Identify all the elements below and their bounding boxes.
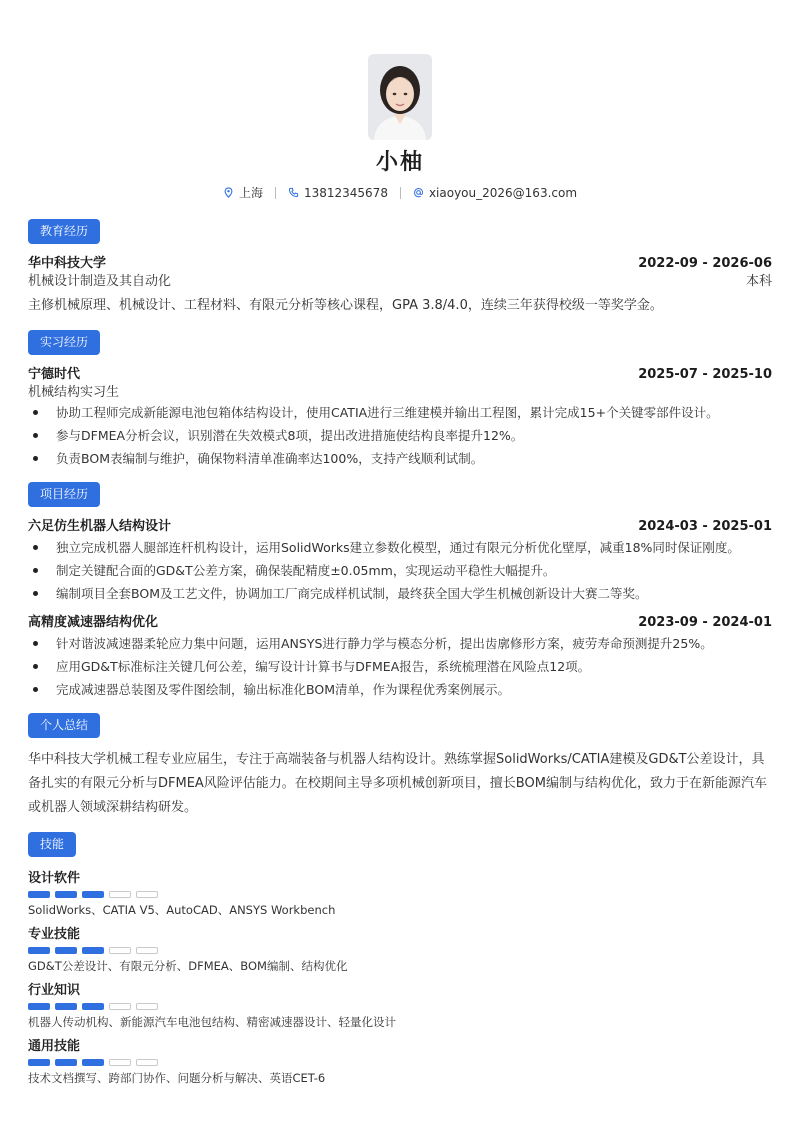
summary-section bbox=[28, 713, 772, 820]
section-title-projects: 项目经历 bbox=[28, 482, 100, 507]
skill-level-filled bbox=[82, 1059, 104, 1066]
skill-level-filled bbox=[28, 1059, 50, 1066]
project-entry bbox=[28, 613, 772, 701]
summary-text: 华中科技大学机械工程专业应届生，专注于高端装备与机器人结构设计。熟练掌握SolidWorks/CATIA建模及GD&T公差设计，具备扎实的有限元分析与DFMEA风险评估能力。在校期间主导多项机械创新项目，擅长BOM编制与结构优化，致力于在新能源汽车或机器人领域深耕结构研发。 bbox=[28, 752, 767, 815]
project-period: 2023-09 - 2024-01 bbox=[638, 615, 772, 630]
list-item: 完成减速器总装图及零件图绘制，输出标准化BOM清单，作为课程优秀案例展示。 bbox=[28, 678, 772, 701]
contact-phone bbox=[288, 186, 388, 200]
skill-description: 技术文档撰写、跨部门协作、问题分析与解决、英语CET-6 bbox=[28, 1071, 326, 1085]
skill-name: 通用技能 bbox=[28, 1039, 81, 1054]
skill-item bbox=[28, 869, 772, 919]
skill-description: 机器人传动机构、新能源汽车电池包结构、精密减速器设计、轻量化设计 bbox=[28, 1015, 396, 1029]
skill-description: GD&T公差设计、有限元分析、DFMEA、BOM编制、结构优化 bbox=[28, 959, 348, 973]
skill-level-filled bbox=[28, 1003, 50, 1010]
degree: 本科 bbox=[745, 274, 772, 289]
project-entry bbox=[28, 517, 772, 605]
skill-level-bar bbox=[28, 1059, 772, 1066]
education-entry bbox=[28, 254, 772, 318]
location-pin-icon bbox=[223, 187, 234, 198]
skill-level-empty bbox=[109, 1059, 131, 1066]
avatar bbox=[368, 54, 432, 140]
phone-icon bbox=[288, 187, 299, 198]
skill-level-filled bbox=[82, 947, 104, 954]
section-title-education: 教育经历 bbox=[28, 219, 100, 244]
major: 机械设计制造及其自动化 bbox=[28, 274, 172, 289]
internship-entry bbox=[28, 365, 772, 470]
contact-location bbox=[223, 184, 263, 201]
skill-name: 专业技能 bbox=[28, 927, 81, 942]
project-bullets bbox=[28, 632, 772, 701]
skill-level-empty bbox=[136, 947, 158, 954]
list-item: 参与DFMEA分析会议，识别潜在失效模式8项，提出改进措施使结构良率提升12%。 bbox=[28, 424, 772, 447]
contact-divider bbox=[275, 187, 276, 199]
skill-item bbox=[28, 925, 772, 975]
project-bullets bbox=[28, 536, 772, 605]
skill-level-filled bbox=[82, 1003, 104, 1010]
list-item: 编制项目全套BOM及工艺文件，协调加工厂商完成样机试制，最终获全国大学生机械创新设计大赛二等奖。 bbox=[28, 582, 772, 605]
skill-level-empty bbox=[136, 1003, 158, 1010]
contact-divider bbox=[400, 187, 401, 199]
email-text: xiaoyou_2026@163.com bbox=[428, 185, 578, 200]
education-period: 2022-09 - 2026-06 bbox=[638, 256, 772, 271]
list-item: 制定关键配合面的GD&T公差方案，确保装配精度±0.05mm，实现运动平稳性大幅提升。 bbox=[28, 559, 772, 582]
section-title-summary: 个人总结 bbox=[28, 713, 100, 738]
contact-email bbox=[413, 186, 577, 200]
skill-level-filled bbox=[55, 1003, 77, 1010]
education-description: 主修机械原理、机械设计、工程材料、有限元分析等核心课程，GPA 3.8/4.0，连续三年获得校级一等奖学金。 bbox=[28, 298, 663, 313]
skill-level-filled bbox=[55, 947, 77, 954]
skill-description: SolidWorks、CATIA V5、AutoCAD、ANSYS Workbench bbox=[28, 903, 336, 917]
skills-list bbox=[28, 869, 772, 1087]
skill-level-filled bbox=[55, 1059, 77, 1066]
skill-level-empty bbox=[109, 947, 131, 954]
skill-level-bar bbox=[28, 947, 772, 954]
skills-section bbox=[28, 832, 772, 1087]
internship-role: 机械结构实习生 bbox=[28, 385, 120, 400]
list-item: 协助工程师完成新能源电池包箱体结构设计，使用CATIA进行三维建模并输出工程图，累计完成15+个关键零部件设计。 bbox=[28, 401, 772, 424]
skill-level-empty bbox=[109, 891, 131, 898]
section-title-internship: 实习经历 bbox=[28, 330, 100, 355]
email-at-icon bbox=[413, 187, 424, 198]
candidate-name: 小柚 bbox=[375, 150, 424, 175]
skill-level-empty bbox=[136, 1059, 158, 1066]
skill-level-filled bbox=[28, 947, 50, 954]
skill-level-bar bbox=[28, 891, 772, 898]
skill-level-empty bbox=[109, 1003, 131, 1010]
avatar-photo-icon bbox=[368, 54, 432, 140]
location-text: 上海 bbox=[238, 186, 263, 200]
resume-header bbox=[0, 54, 800, 201]
company-name: 宁德时代 bbox=[28, 367, 81, 382]
skill-level-filled bbox=[82, 891, 104, 898]
skill-level-empty bbox=[136, 891, 158, 898]
contact-info bbox=[0, 184, 800, 201]
skill-level-filled bbox=[28, 891, 50, 898]
list-item: 应用GD&T标准标注关键几何公差，编写设计计算书与DFMEA报告，系统梳理潜在风险点12项。 bbox=[28, 655, 772, 678]
list-item: 针对谐波减速器柔轮应力集中问题，运用ANSYS进行静力学与模态分析，提出齿廓修形方案，疲劳寿命预测提升25%。 bbox=[28, 632, 772, 655]
projects-section bbox=[28, 482, 772, 701]
skill-item bbox=[28, 981, 772, 1031]
project-period: 2024-03 - 2025-01 bbox=[638, 519, 772, 534]
internship-section bbox=[28, 330, 772, 470]
project-name: 高精度减速器结构优化 bbox=[28, 615, 159, 630]
skill-name: 设计软件 bbox=[28, 871, 81, 886]
skill-level-bar bbox=[28, 1003, 772, 1010]
internship-period: 2025-07 - 2025-10 bbox=[638, 367, 772, 382]
phone-text: 13812345678 bbox=[303, 185, 388, 200]
skill-level-filled bbox=[55, 891, 77, 898]
skill-name: 行业知识 bbox=[28, 983, 81, 998]
list-item: 独立完成机器人腿部连杆机构设计，运用SolidWorks建立参数化模型，通过有限元分析优化壁厚，减重18%同时保证刚度。 bbox=[28, 536, 772, 559]
section-title-skills: 技能 bbox=[28, 832, 76, 857]
skill-item bbox=[28, 1037, 772, 1087]
resume-body bbox=[28, 219, 772, 1099]
education-section bbox=[28, 219, 772, 318]
internship-bullets bbox=[28, 401, 772, 470]
school-name: 华中科技大学 bbox=[28, 256, 107, 271]
list-item: 负责BOM表编制与维护，确保物料清单准确率达100%，支持产线顺利试制。 bbox=[28, 447, 772, 470]
project-name: 六足仿生机器人结构设计 bbox=[28, 519, 172, 534]
